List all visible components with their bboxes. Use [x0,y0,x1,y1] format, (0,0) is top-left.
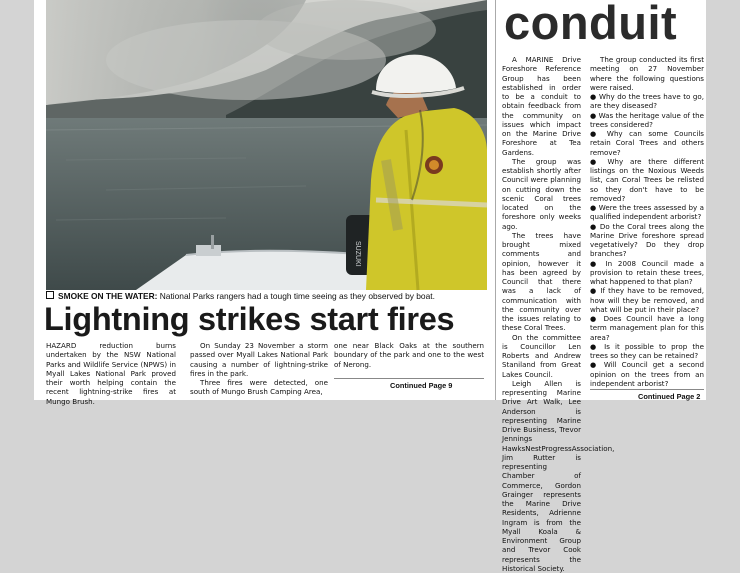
left-story-col2-p2: Three fires were detected, one south of Mungo Brush Camping Area, [190,378,328,397]
conduit-q10: ● Is it possible to prop the trees so they can be retained? [590,341,704,360]
photo-caption [46,291,496,301]
conduit-q7: ● In 2008 Council made a provision to retain these trees, what happened to that plan? [590,258,704,286]
conduit-headline: conduit [504,0,678,49]
conduit-col1-p1: The group was establish shortly after Council were planning on cutting down the scenic Coral trees located on the foreshore only weeks ago. [502,156,581,231]
left-story-col2-p1: On Sunday 23 November a storm passed over Myall Lakes National Park causing a number of lightning-strike fires in the park. [190,341,328,378]
caption-square-icon [46,291,54,299]
left-story-col3 [334,341,484,369]
caption-text: National Parks rangers had a tough time seeing as they observed by boat. [157,291,435,301]
conduit-rule [590,389,704,390]
right-continued-link[interactable]: Continued Page 2 [638,392,701,401]
conduit-q3: ● Why can some Councils retain Coral Trees and others remove? [590,129,704,157]
conduit-q9: ● Does Council have a long term management plan for this area? [590,314,704,342]
left-story-col1 [46,341,176,406]
conduit-col1-p4: Leigh Allen is representing Marine Drive Art Walk, Lee Anderson is representing Marine Drive Business, Trevor Jennings HawksNestProgressAssociation, Jim Rutter is representing Chamber of Commerce, Gordon Grainger represents the Marine Drive Residents, Adrienne Ingram is from the Myall Koala & Environment Group and Trevor Cook represents the Historical Society. [502,378,615,573]
left-story-rule [334,378,484,379]
conduit-q6: ● Do the Coral trees along the Marine Drive foreshore spread vegetatively? Do they drop branches? [590,221,704,259]
conduit-col1-p3: On the committee is Councillor Len Roberts and Andrew Staniland from Great Lakes Council. [502,332,581,379]
photo-illustration [46,0,487,290]
conduit-col2 [590,55,704,388]
caption-label: SMOKE ON THE WATER: [58,291,158,301]
lightning-headline: Lightning strikes start fires [44,301,455,337]
smoke-on-water-photo [46,0,487,290]
left-continued-link[interactable]: Continued Page 9 [390,381,453,390]
conduit-q5: ● Were the trees assessed by a qualified independent arborist? [590,203,704,222]
newspaper-page [34,0,706,573]
conduit-q2: ● Was the heritage value of the trees considered? [590,110,704,129]
left-story-col1-text: HAZARD reduction burns undertaken by the NSW National Parks and Wildlife Service (NPWS) in Myall Lakes National Park proved their worth helping contain the recent lightning-strike fires at Mungo Brush. [46,341,176,406]
conduit-col2-intro: The group conducted its first meeting on 27 November where the following questions were raised. [590,55,704,92]
conduit-q4: ● Why are there different listings on the Noxious Weeds list, can Coral Trees be relisted so they don't have to be removed? [590,156,704,203]
conduit-col1-p2: The trees have brought mixed comments and opinion, however it has been agreed by Council that there was a lack of communication with the community over the issues relating to these Coral Trees. [502,230,581,333]
left-story-col2 [190,341,328,397]
svg-text:SUZUKI: SUZUKI [354,241,361,267]
conduit-q11: ● Will Council get a second opinion on the trees from an independent arborist? [590,360,704,388]
left-story-col3-text: one near Black Oaks at the southern boundary of the park and one to the west of Nerong. [334,341,484,369]
conduit-col1-p0: A MARINE Drive Foreshore Reference Group has been established in order to be a conduit to obtain feedback from the community on issues which impact on the Marine Drive Foreshore at Tea Gardens. [502,55,581,157]
conduit-col1 [466,55,615,573]
conduit-q8: ● If they have to be removed, how will they be removed, and what will be put in their place? [590,286,704,314]
conduit-q1: ● Why do the trees have to go, are they diseased? [590,92,704,111]
